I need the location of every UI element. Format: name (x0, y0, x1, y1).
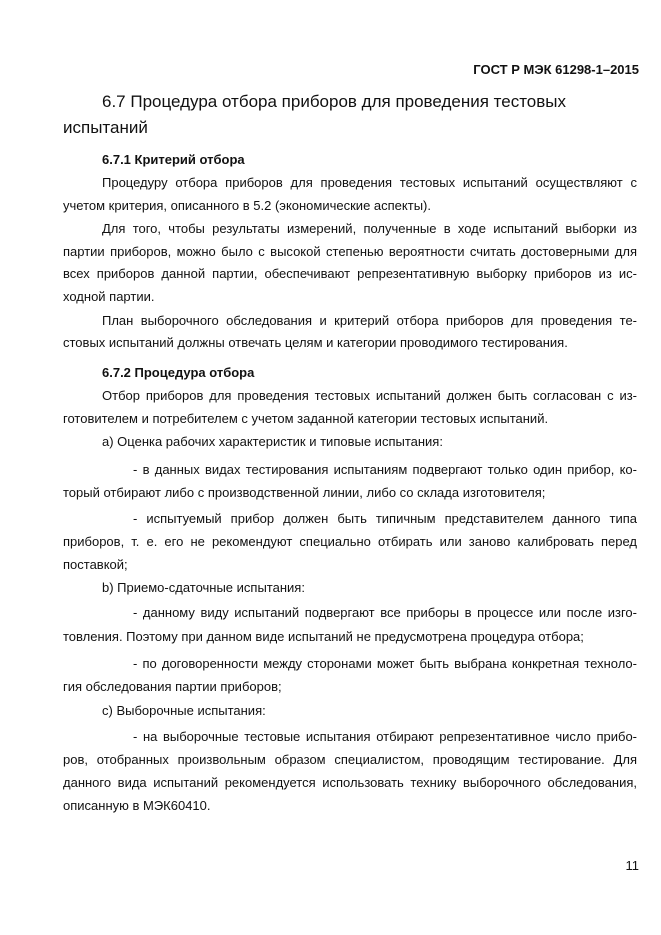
list-item-a: а) Оценка рабочих характеристик и типовые испытания: (102, 434, 443, 449)
subsection-heading-1: 6.7.1 Критерий отбора (102, 152, 245, 167)
document-code: ГОСТ Р МЭК 61298-1–2015 (473, 62, 639, 77)
paragraph-line: ходной партии. (63, 289, 155, 304)
paragraph-line: учетом критерия, описанного в 5.2 (экономические аспекты). (63, 198, 431, 213)
paragraph-line: гия обследования партии приборов; (63, 679, 282, 694)
paragraph-line: товления. Поэтому при данном виде испытаний не предусмотрена процедура отбора; (63, 629, 584, 644)
paragraph-line: стовых испытаний должны отвечать целям и категории проводимого тестирования. (63, 335, 568, 350)
paragraph-line: всех приборов данной партии, обеспечивают репрезентативную выборку приборов из ис- (63, 266, 637, 281)
paragraph-line: данного вида испытаний рекомендуется использовать технику выборочного обследования, (63, 775, 637, 790)
paragraph-line: - в данных видах тестирования испытаниям подвергают только один прибор, ко- (133, 462, 637, 477)
paragraph-line: Процедуру отбора приборов для проведения тестовых испытаний осуществляют с (102, 175, 637, 190)
paragraph-line: торый отбирают либо с производственной линии, либо со склада изготовителя; (63, 485, 546, 500)
page-number: 11 (625, 858, 639, 873)
paragraph-line: приборов, т. е. его не рекомендуют специально отбирать или заново калибровать перед (63, 534, 637, 549)
paragraph-line: готовителем и потребителем с учетом заданной категории тестовых испытаний. (63, 411, 549, 426)
paragraph-line: План выборочного обследования и критерий отбора приборов для проведения те- (102, 313, 637, 328)
list-item-b: b) Приемо-сдаточные испытания: (102, 580, 305, 595)
paragraph-line: партии приборов, можно было с высокой степенью вероятности считать достоверными для (63, 244, 637, 259)
paragraph-line: Отбор приборов для проведения тестовых испытаний должен быть согласован с из- (102, 388, 637, 403)
paragraph-line: Для того, чтобы результаты измерений, полученные в ходе испытаний выборки из (102, 221, 637, 236)
subsection-heading-2: 6.7.2 Процедура отбора (102, 365, 255, 380)
paragraph-line: поставкой; (63, 557, 128, 572)
section-title-line-2: испытаний (63, 118, 148, 137)
list-item-c: с) Выборочные испытания: (102, 703, 266, 718)
paragraph-line: ров, отобранных произвольным образом специалистом, проводящим тестирование. Для (63, 752, 637, 767)
paragraph-line: - по договоренности между сторонами может быть выбрана конкретная техноло- (133, 656, 637, 671)
section-title-line-1: 6.7 Процедура отбора приборов для проведения тестовых (102, 92, 567, 111)
paragraph-line: - данному виду испытаний подвергают все приборы в процессе или после изго- (133, 605, 637, 620)
paragraph-line: - испытуемый прибор должен быть типичным представителем данного типа (133, 511, 637, 526)
paragraph-line: - на выборочные тестовые испытания отбирают репрезентативное число прибо- (133, 729, 637, 744)
paragraph-line: описанную в МЭК60410. (63, 798, 211, 813)
